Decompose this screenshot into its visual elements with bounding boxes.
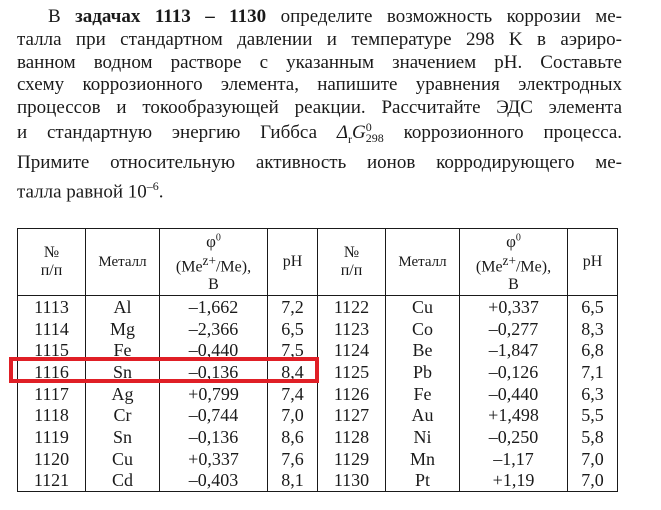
ph-value-cell: 7,6 — [268, 448, 318, 470]
task-number-cell: 1118 — [18, 404, 86, 426]
header-number: № п/п — [18, 229, 86, 296]
ph-value-cell: 7,4 — [268, 383, 318, 405]
gibbs-delta: Δ — [336, 121, 348, 143]
problem-line-6 — [17, 120, 622, 152]
header-ph: pH — [268, 229, 318, 296]
line8-end: . — [158, 180, 164, 202]
potential-cell: +0,799 — [160, 383, 268, 405]
potential-cell: –0,403 — [160, 470, 268, 492]
problem-statement — [17, 6, 622, 204]
problem-line-5: процессов и токообразующей реакции. Рассчитайте ЭДС элемента — [17, 97, 622, 119]
ph-value-cell: 7,1 — [568, 361, 618, 383]
table-row — [18, 470, 618, 492]
table-row — [18, 318, 618, 340]
potential-cell: +1,498 — [460, 404, 568, 426]
problem-line-4: схему коррозионного элемента, напишите уравнения электродных — [17, 74, 622, 96]
gibbs-r: r — [348, 131, 352, 146]
potential-cell: –0,440 — [160, 339, 268, 361]
line1-rest: определите возможность коррозии ме- — [280, 6, 622, 27]
task-number-cell: 1127 — [318, 404, 386, 426]
problem-line-7: Примите относительную активность ионов корродирующего ме- — [17, 151, 622, 173]
metal-cell: Al — [86, 296, 160, 318]
metal-cell: Mg — [86, 318, 160, 340]
task-number-cell: 1120 — [18, 448, 86, 470]
task-number-cell: 1113 — [18, 296, 86, 318]
metal-cell: Pb — [386, 361, 460, 383]
potential-cell: –0,136 — [160, 361, 268, 383]
highlighted-row-frame — [9, 357, 319, 383]
metal-cell: Ni — [386, 426, 460, 448]
potential-cell: –1,662 — [160, 296, 268, 318]
problem-line-1 — [17, 6, 622, 29]
line6-end: коррозионного процесса. — [403, 121, 623, 143]
problem-line-8 — [17, 175, 622, 204]
potential-cell: –2,366 — [160, 318, 268, 340]
task-number-cell: 1119 — [18, 426, 86, 448]
ph-value-cell: 8,6 — [268, 426, 318, 448]
metal-cell: Sn — [86, 361, 160, 383]
task-number-cell: 1126 — [318, 383, 386, 405]
ph-value-cell: 7,5 — [268, 339, 318, 361]
header-potential-2: $\varphi^0$ $(Me^{z+}/Me)$, В — [460, 229, 568, 296]
metal-cell: Cu — [386, 296, 460, 318]
header-metal: Металл — [86, 229, 160, 296]
task-number-cell: 1117 — [18, 383, 86, 405]
metal-cell: Ag — [86, 383, 160, 405]
task-number-cell: 1116 — [18, 361, 86, 383]
ph-value-cell: 6,3 — [568, 383, 618, 405]
table-row — [18, 404, 618, 426]
ph-value-cell: 7,0 — [268, 404, 318, 426]
metal-cell: Cr — [86, 404, 160, 426]
line8-start: талла равной 10 — [17, 180, 147, 202]
potential-cell: +0,337 — [160, 448, 268, 470]
ph-value-cell: 8,1 — [268, 470, 318, 492]
task-number-cell: 1128 — [318, 426, 386, 448]
table-row — [18, 426, 618, 448]
metal-cell: Au — [386, 404, 460, 426]
ph-value-cell: 8,3 — [568, 318, 618, 340]
metal-cell: Be — [386, 339, 460, 361]
potential-cell: –0,250 — [460, 426, 568, 448]
potential-cell: +1,19 — [460, 470, 568, 492]
ph-value-cell: 5,5 — [568, 404, 618, 426]
task-number-cell: 1129 — [318, 448, 386, 470]
potential-cell: –0,126 — [460, 361, 568, 383]
potential-cell: –1,17 — [460, 448, 568, 470]
problem-line-3: ванном водном растворе с указанным значением pH. Составьте — [17, 51, 622, 73]
task-number-cell: 1125 — [318, 361, 386, 383]
header-number-2: № п/п — [318, 229, 386, 296]
task-number-cell: 1130 — [318, 470, 386, 492]
task-number-cell: 1123 — [318, 318, 386, 340]
metal-cell: Cu — [86, 448, 160, 470]
task-range: задачах 1113 – 1130 — [75, 6, 267, 27]
ph-value-cell: 6,8 — [568, 339, 618, 361]
table-row — [18, 448, 618, 470]
potential-cell: –0,277 — [460, 318, 568, 340]
metal-cell: Mn — [386, 448, 460, 470]
metal-cell: Sn — [86, 426, 160, 448]
metal-cell: Fe — [86, 339, 160, 361]
task-number-cell: 1115 — [18, 339, 86, 361]
potential-cell: –1,847 — [460, 339, 568, 361]
problem-line-2: талла при стандартном давлении и температуре 298 K в аэриро- — [17, 28, 622, 50]
metal-cell: Pt — [386, 470, 460, 492]
ph-value-cell: 8,4 — [268, 361, 318, 383]
ph-value-cell: 7,2 — [268, 296, 318, 318]
table-row — [18, 383, 618, 405]
header-metal-2: Металл — [386, 229, 460, 296]
ph-value-cell: 7,0 — [568, 470, 618, 492]
potential-cell: +0,337 — [460, 296, 568, 318]
table-row — [18, 296, 618, 318]
metal-cell: Cd — [86, 470, 160, 492]
gibbs-supsub — [365, 119, 384, 145]
line6-start: и стандартную энергию Гиббса — [17, 121, 318, 143]
metal-cell: Fe — [386, 383, 460, 405]
potential-cell: –0,136 — [160, 426, 268, 448]
gibbs-sup: 0 — [365, 119, 372, 134]
ph-value-cell: 6,5 — [568, 296, 618, 318]
lead-word: В — [48, 6, 61, 27]
ph-value-cell: 7,0 — [568, 448, 618, 470]
metal-cell: Co — [386, 318, 460, 340]
task-number-cell: 1124 — [318, 339, 386, 361]
table-header-row — [18, 229, 618, 296]
gibbs-g: G — [352, 121, 366, 143]
gibbs-sub: 298 — [365, 130, 384, 145]
activity-exponent: –6 — [146, 178, 159, 193]
potential-cell: –0,744 — [160, 404, 268, 426]
gibbs-energy-symbol — [336, 119, 384, 146]
header-ph-2: pH — [568, 229, 618, 296]
header-potential: $\varphi^0$ $(Me^{z+}/Me)$, В — [160, 229, 268, 296]
ph-value-cell: 6,5 — [268, 318, 318, 340]
potential-cell: –0,440 — [460, 383, 568, 405]
task-number-cell: 1114 — [18, 318, 86, 340]
task-number-cell: 1121 — [18, 470, 86, 492]
ph-value-cell: 5,8 — [568, 426, 618, 448]
task-number-cell: 1122 — [318, 296, 386, 318]
